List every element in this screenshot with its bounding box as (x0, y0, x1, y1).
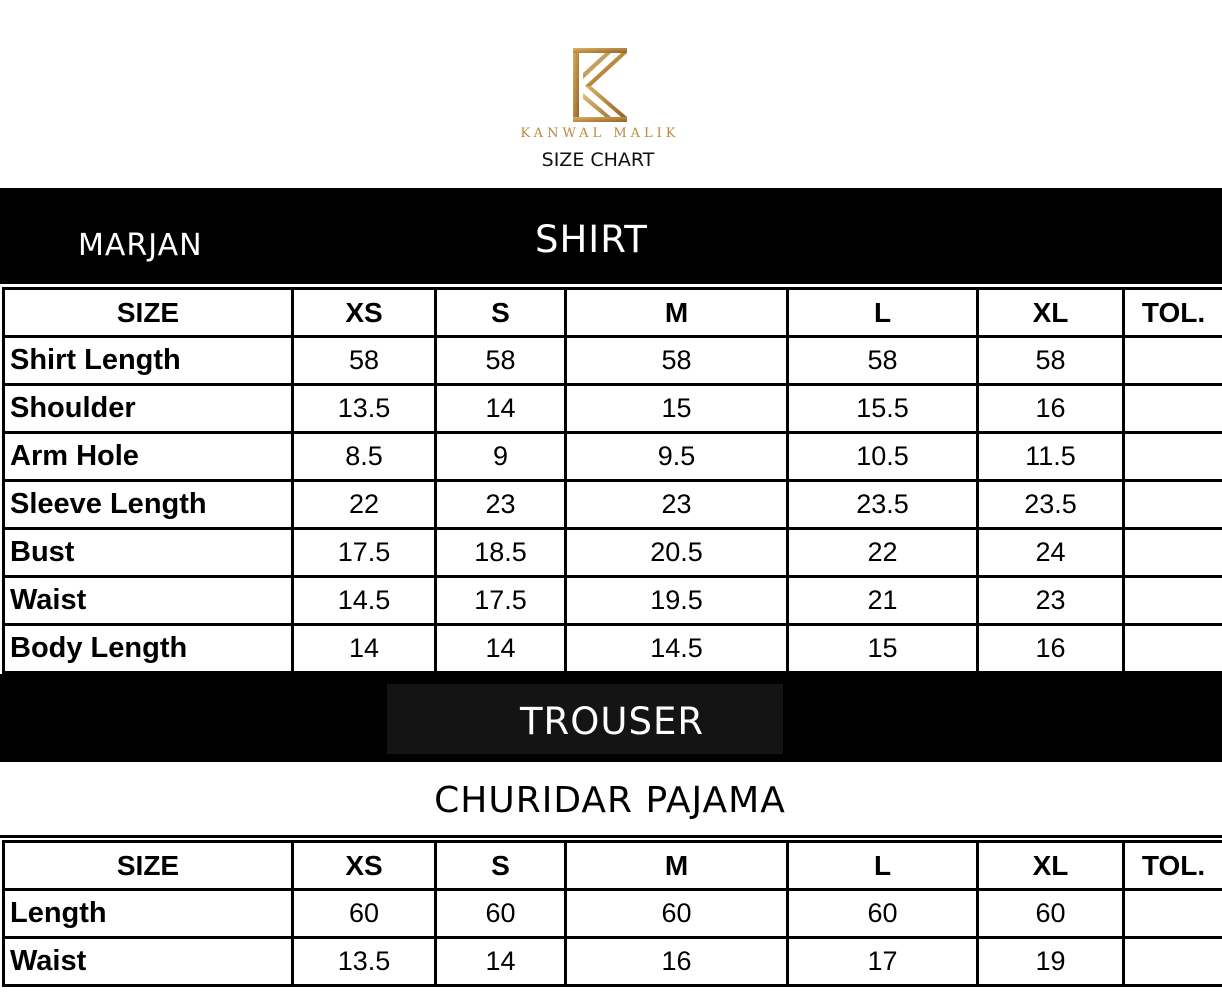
measurement-value: 22 (788, 529, 978, 577)
measurement-value (1124, 481, 1222, 529)
column-header: TOL. (1124, 842, 1222, 890)
measurement-value: 15.5 (788, 385, 978, 433)
column-header: S (436, 842, 566, 890)
measurement-label: Length (4, 890, 293, 938)
table-row (4, 385, 1222, 433)
brand-name: KANWAL MALIK (520, 126, 680, 141)
measurement-value: 58 (293, 337, 436, 385)
kanwal-malik-logo-icon (571, 46, 629, 124)
trouser-banner (0, 674, 1222, 762)
measurement-label: Arm Hole (4, 433, 293, 481)
measurement-value: 17.5 (293, 529, 436, 577)
measurement-value: 23 (436, 481, 566, 529)
table-header-row (4, 289, 1222, 337)
table-row (4, 938, 1222, 986)
trouser-title-box (387, 684, 783, 754)
column-header: XS (293, 842, 436, 890)
measurement-value: 21 (788, 577, 978, 625)
measurement-value: 8.5 (293, 433, 436, 481)
measurement-value: 14.5 (293, 577, 436, 625)
measurement-value: 60 (566, 890, 788, 938)
document-title: SIZE CHART (541, 149, 655, 171)
trouser-style-heading (0, 762, 1222, 838)
measurement-value: 24 (978, 529, 1124, 577)
measurement-value (1124, 577, 1222, 625)
measurement-value: 15 (788, 625, 978, 673)
measurement-label: Sleeve Length (4, 481, 293, 529)
measurement-value: 9.5 (566, 433, 788, 481)
measurement-value: 14 (293, 625, 436, 673)
measurement-value: 58 (436, 337, 566, 385)
table-row (4, 890, 1222, 938)
column-header: SIZE (4, 289, 293, 337)
measurement-value: 60 (788, 890, 978, 938)
trouser-style-title: CHURIDAR PAJAMA (434, 780, 786, 821)
measurement-value: 16 (978, 385, 1124, 433)
table-row (4, 625, 1222, 673)
measurement-label: Bust (4, 529, 293, 577)
column-header: XS (293, 289, 436, 337)
measurement-label: Waist (4, 577, 293, 625)
measurement-value: 23.5 (788, 481, 978, 529)
measurement-value: 13.5 (293, 385, 436, 433)
measurement-value: 60 (436, 890, 566, 938)
column-header: L (788, 842, 978, 890)
measurement-value: 58 (566, 337, 788, 385)
measurement-value: 16 (978, 625, 1124, 673)
measurement-value: 60 (978, 890, 1124, 938)
measurement-value: 16 (566, 938, 788, 986)
measurement-value: 15 (566, 385, 788, 433)
trouser-section-title: TROUSER (519, 700, 705, 743)
column-header: L (788, 289, 978, 337)
measurement-value (1124, 938, 1222, 986)
measurement-value: 9 (436, 433, 566, 481)
measurement-value: 22 (293, 481, 436, 529)
measurement-value: 23.5 (978, 481, 1124, 529)
shirt-banner (0, 188, 1222, 284)
measurement-value (1124, 625, 1222, 673)
table-row (4, 529, 1222, 577)
measurement-value: 14 (436, 938, 566, 986)
measurement-value (1124, 890, 1222, 938)
measurement-value: 23 (566, 481, 788, 529)
measurement-value: 13.5 (293, 938, 436, 986)
measurement-value: 20.5 (566, 529, 788, 577)
measurement-value (1124, 385, 1222, 433)
measurement-value: 10.5 (788, 433, 978, 481)
measurement-value: 23 (978, 577, 1124, 625)
measurement-label: Shirt Length (4, 337, 293, 385)
measurement-value: 19.5 (566, 577, 788, 625)
table-row (4, 337, 1222, 385)
column-header: XL (978, 842, 1124, 890)
header (0, 0, 1222, 188)
column-header: M (566, 842, 788, 890)
table-row (4, 433, 1222, 481)
measurement-value: 19 (978, 938, 1124, 986)
column-header: TOL. (1124, 289, 1222, 337)
measurement-value (1124, 529, 1222, 577)
trouser-size-table (2, 840, 1222, 987)
measurement-value: 11.5 (978, 433, 1124, 481)
measurement-value (1124, 433, 1222, 481)
measurement-value: 58 (978, 337, 1124, 385)
collection-name: MARJAN (78, 228, 203, 263)
measurement-label: Waist (4, 938, 293, 986)
table-row (4, 577, 1222, 625)
measurement-value: 17 (788, 938, 978, 986)
column-header: S (436, 289, 566, 337)
column-header: M (566, 289, 788, 337)
measurement-label: Shoulder (4, 385, 293, 433)
measurement-value: 17.5 (436, 577, 566, 625)
measurement-label: Body Length (4, 625, 293, 673)
measurement-value: 14.5 (566, 625, 788, 673)
shirt-size-table (2, 287, 1222, 674)
measurement-value: 58 (788, 337, 978, 385)
measurement-value (1124, 337, 1222, 385)
measurement-value: 60 (293, 890, 436, 938)
column-header: SIZE (4, 842, 293, 890)
shirt-section-title: SHIRT (535, 218, 648, 261)
measurement-value: 14 (436, 385, 566, 433)
measurement-value: 14 (436, 625, 566, 673)
measurement-value: 18.5 (436, 529, 566, 577)
column-header: XL (978, 289, 1124, 337)
table-row (4, 481, 1222, 529)
table-header-row (4, 842, 1222, 890)
